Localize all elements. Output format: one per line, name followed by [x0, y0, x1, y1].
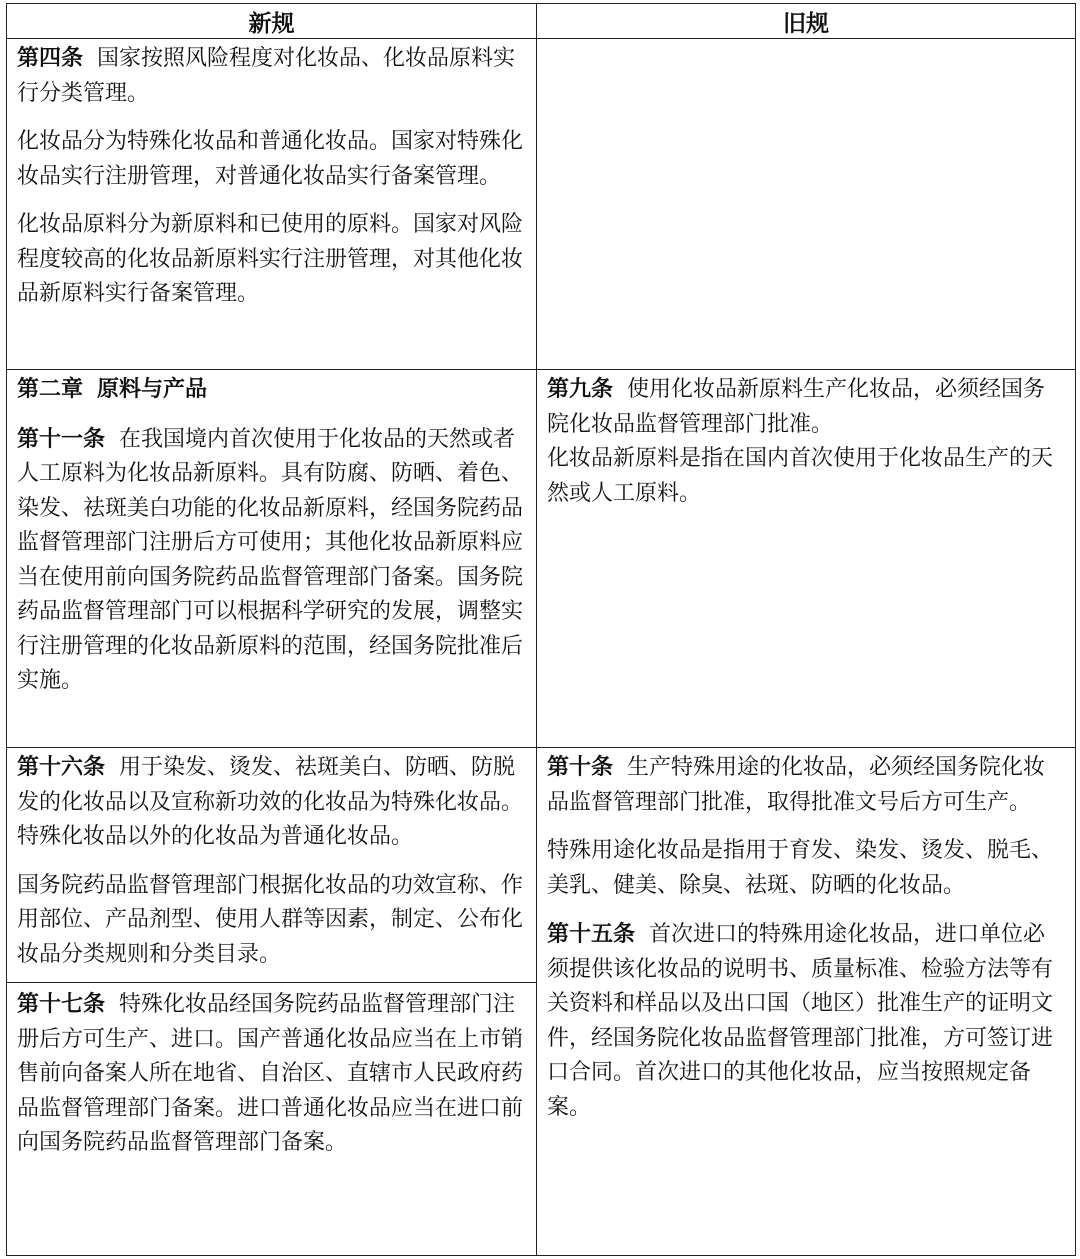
article-number: 第十七条 — [17, 991, 106, 1017]
article-paragraph — [547, 442, 1067, 511]
old-rules-header: 旧规 — [537, 4, 1076, 39]
article-paragraph — [17, 41, 528, 111]
article-paragraph — [17, 750, 528, 855]
sub-cell — [7, 982, 536, 1167]
table-row — [7, 370, 1076, 748]
old-rule-cell — [537, 370, 1076, 748]
article-text: 国务院药品监督管理部门根据化妆品的功效宣称、作用部位、产品剂型、使用人群等因素，制定、公布化妆品分类规则和分类目录。 — [17, 872, 524, 967]
article-number: 第十条 — [547, 754, 614, 780]
article-number: 第十五条 — [547, 921, 636, 947]
article-number: 第十一条 — [17, 425, 106, 452]
article-paragraph — [17, 208, 528, 312]
article-paragraph — [17, 987, 528, 1161]
old-rule-cell — [537, 748, 1076, 1256]
chapter-heading — [17, 372, 528, 408]
article-paragraph — [17, 422, 528, 699]
article-text: 特殊化妆品经国务院药品监督管理部门注册后方可生产、进口。国产普通化妆品应当在上市销售前向备案人所在地省、自治区、直辖市人民政府药品监督管理部门备案。进口普通化妆品应当在进口前向国务院药品监督管理部门备案。 — [17, 992, 524, 1155]
new-rule-cell — [7, 748, 537, 1256]
article-paragraph — [547, 917, 1067, 1125]
article-paragraph — [547, 372, 1067, 442]
article-paragraph — [17, 869, 528, 973]
article-paragraph — [547, 834, 1067, 903]
article-text: 特殊用途化妆品是指用于育发、染发、烫发、脱毛、美乳、健美、除臭、祛斑、防晒的化妆品。 — [547, 838, 1054, 898]
article-text: 化妆品新原料是指在国内首次使用于化妆品生产的天然或人工原料。 — [547, 446, 1054, 506]
article-number: 第四条 — [17, 45, 84, 71]
article-text: 首次进口的特殊用途化妆品，进口单位必须提供该化妆品的说明书、质量标准、检验方法等有关资料和样品以及出口国（地区）批准生产的证明文件，经国务院化妆品监督管理部门批准，方可签订进口合同。首次进口的其他化妆品，应当按照规定备案。 — [547, 922, 1054, 1120]
comparison-table — [6, 3, 1076, 1256]
article-text: 国家按照风险程度对化妆品、化妆品原料实行分类管理。 — [17, 46, 516, 106]
article-paragraph — [547, 750, 1067, 820]
article-text: 使用化妆品新原料生产化妆品，必须经国务院化妆品监督管理部门批准。 — [547, 377, 1046, 437]
article-text: 生产特殊用途的化妆品，必须经国务院化妆品监督管理部门批准，取得批准文号后方可生产。 — [547, 755, 1046, 815]
article-paragraph — [17, 125, 528, 194]
article-text: 在我国境内首次使用于化妆品的天然或者人工原料为化妆品新原料。具有防腐、防晒、着色、染发、祛斑美白功能的化妆品新原料，经国务院药品监督管理部门注册后方可使用；其他化妆品新原料应当在使用前向国务院药品监督管理部门备案。国务院药品监督管理部门可以根据科学研究的发展，调整实行注册管理的化妆品新原料的范围，经国务院批准后实施。 — [17, 426, 524, 693]
article-number: 第九条 — [547, 376, 614, 402]
comparison-sheet — [6, 3, 1076, 1256]
article-number: 第十六条 — [17, 754, 106, 780]
new-rules-header: 新规 — [7, 4, 537, 39]
new-rule-cell — [7, 39, 537, 370]
table-header-row — [7, 4, 1076, 39]
new-rule-cell — [7, 370, 537, 748]
article-text: 化妆品原料分为新原料和已使用的原料。国家对风险程度较高的化妆品新原料实行注册管理，对其他化妆品新原料实行备案管理。 — [17, 212, 524, 306]
article-text: 化妆品分为特殊化妆品和普通化妆品。国家对特殊化妆品实行注册管理，对普通化妆品实行备案管理。 — [17, 129, 524, 189]
table-row — [7, 39, 1076, 370]
article-text: 用于染发、烫发、祛斑美白、防晒、防脱发的化妆品以及宣称新功效的化妆品为特殊化妆品。特殊化妆品以外的化妆品为普通化妆品。 — [17, 755, 524, 849]
old-rule-cell-empty — [537, 39, 1076, 370]
table-row — [7, 748, 1076, 1256]
chapter-title: 原料与产品 — [97, 376, 208, 402]
chapter-number: 第二章 — [17, 376, 84, 402]
